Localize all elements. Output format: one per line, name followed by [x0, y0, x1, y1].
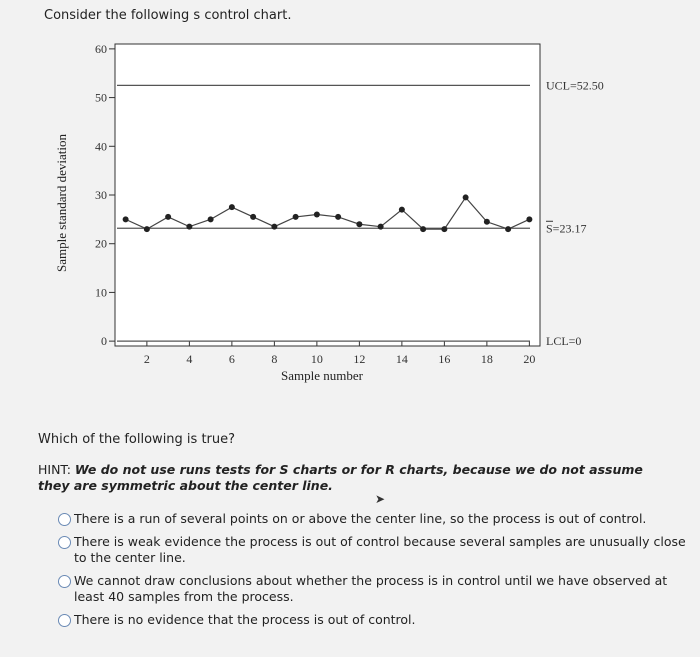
ref-label-ucl: UCL=52.50 [546, 78, 604, 93]
data-point-11 [335, 214, 341, 220]
data-point-8 [271, 224, 277, 230]
question-text: Which of the following is true? [38, 432, 236, 447]
x-tick-label: 2 [143, 352, 150, 366]
plot-area [115, 44, 540, 346]
chart-axes [54, 42, 540, 383]
data-point-14 [399, 207, 405, 213]
data-point-9 [293, 214, 299, 220]
mouse-cursor-icon: ➤ [375, 492, 386, 506]
radio-button-icon[interactable] [58, 614, 71, 627]
data-point-18 [484, 219, 490, 225]
x-tick-label: 8 [271, 352, 278, 366]
hint-label: HINT: [38, 462, 71, 477]
y-axis-label: Sample standard deviation [54, 134, 69, 272]
hint-text: We do not use runs tests for S charts or for R charts, because we do not assume they are symmetric about the center line. [38, 462, 643, 493]
option-label: There is no evidence that the process is out of control. [74, 612, 416, 627]
x-tick-label: 16 [438, 352, 451, 366]
x-tick-label: 12 [353, 352, 366, 366]
data-point-4 [186, 224, 192, 230]
data-point-20 [526, 216, 532, 222]
option-label: We cannot draw conclusions about whether the process is in control until we have observed at least 40 samples from the process. [74, 573, 668, 604]
x-tick-label: 20 [523, 352, 536, 366]
radio-button-icon[interactable] [58, 575, 71, 588]
option-label: There is a run of several points on or above the center line, so the process is out of control. [74, 511, 647, 526]
data-point-16 [441, 226, 447, 232]
s-control-chart [0, 30, 700, 430]
y-tick-label: 50 [95, 90, 107, 105]
question-intro: Consider the following s control chart. [44, 8, 292, 23]
data-point-7 [250, 214, 256, 220]
x-tick-label: 10 [310, 352, 323, 366]
data-point-15 [420, 226, 426, 232]
radio-button-icon[interactable] [58, 513, 71, 526]
x-tick-label: 14 [395, 352, 408, 366]
ref-label-center: S=23.17 [546, 221, 587, 236]
option-no-evidence[interactable] [58, 612, 694, 628]
ref-label-lcl: LCL=0 [546, 334, 582, 349]
data-point-19 [505, 226, 511, 232]
radio-button-icon[interactable] [58, 536, 71, 549]
y-tick-label: 10 [95, 285, 107, 300]
x-tick-label: 4 [186, 352, 193, 366]
option-weak-evidence[interactable] [58, 534, 694, 566]
y-tick-label: 40 [95, 139, 107, 154]
y-tick-label: 20 [95, 236, 107, 251]
x-tick-label: 6 [228, 352, 235, 366]
option-need-40-samples[interactable] [58, 573, 694, 605]
option-label: There is weak evidence the process is out of control because several samples are unusually close to the center line. [74, 534, 686, 565]
data-point-6 [229, 204, 235, 210]
data-point-17 [463, 194, 469, 200]
data-point-1 [123, 216, 129, 222]
answer-options [58, 511, 694, 635]
y-tick-label: 0 [101, 334, 107, 349]
data-point-10 [314, 211, 320, 217]
x-axis-label: Sample number [281, 368, 363, 383]
data-point-3 [165, 214, 171, 220]
data-point-12 [356, 221, 362, 227]
y-tick-label: 30 [95, 188, 107, 202]
data-point-13 [378, 224, 384, 230]
hint [38, 462, 678, 494]
data-point-2 [144, 226, 150, 232]
data-point-5 [208, 216, 214, 222]
x-tick-label: 18 [480, 352, 493, 366]
option-run-above-center[interactable] [58, 511, 694, 527]
y-tick-label: 60 [95, 41, 107, 56]
